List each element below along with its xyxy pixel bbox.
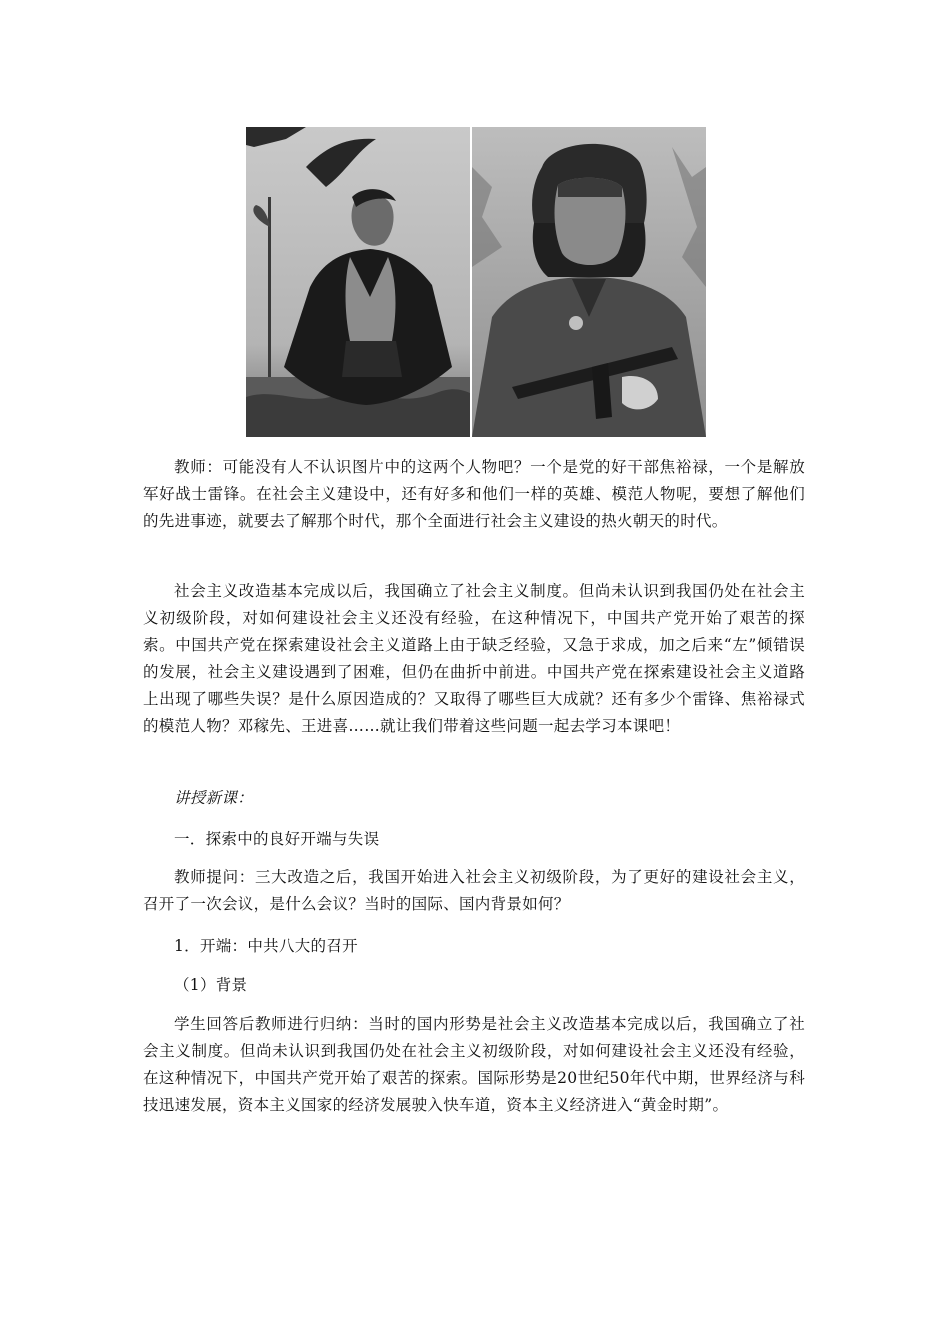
section-heading: 一．探索中的良好开端与失误: [174, 830, 380, 848]
intro-paragraph: 教师：可能没有人不认识图片中的这两个人物吧？一个是党的好干部焦裕禄，一个是解放军好战士雷锋。在社会主义建设中，还有好多和他们一样的英雄、模范人物呢，要想了解他们的先进事迹，就要去了解那个时代，那个全面进行社会主义建设的热火朝天的时代。: [143, 458, 805, 530]
question-paragraph: 教师提问：三大改造之后，我国开始进入社会主义初级阶段，为了更好的建设社会主义，召开了一次会议，是什么会议？当时的国际、国内背景如何？: [143, 868, 805, 913]
jiao-yulu-photo: [246, 127, 470, 437]
background-paragraph: 社会主义改造基本完成以后，我国确立了社会主义制度。但尚未认识到我国仍处在社会主义初级阶段，对如何建设社会主义还没有经验，在这种情况下，中国共产党开始了艰苦的探索。中国共产党在探索建设社会主义道路上由于缺乏经验，又急于求成，加之后来“左”倾错误的发展，社会主义建设遇到了困难，但仍在曲折中前进。中国共产党在探索建设社会主义道路上出现了哪些失误？是什么原因造成的？又取得了哪些巨大成就？还有多少个雷锋、焦裕禄式的模范人物？邓稼先、王进喜……就让我们带着这些问题一起去学习本课吧！: [143, 582, 805, 735]
subsection-heading: 1．开端：中共八大的召开: [174, 937, 358, 955]
summary-paragraph: 学生回答后教师进行归纳：当时的国内形势是社会主义改造基本完成以后，我国确立了社会主义制度。但尚未认识到我国仍处在社会主义初级阶段，对如何建设社会主义还没有经验，在这种情况下，中国共产党开始了艰苦的探索。国际形势是20世纪50年代中期，世界经济与科技迅速发展，资本主义国家的经济发展驶入快车道，资本主义经济进入“黄金时期”。: [143, 1015, 805, 1114]
new-lesson-heading: 讲授新课：: [174, 789, 254, 807]
lei-feng-photo: [472, 127, 706, 437]
point-heading: （1）背景: [174, 976, 248, 994]
